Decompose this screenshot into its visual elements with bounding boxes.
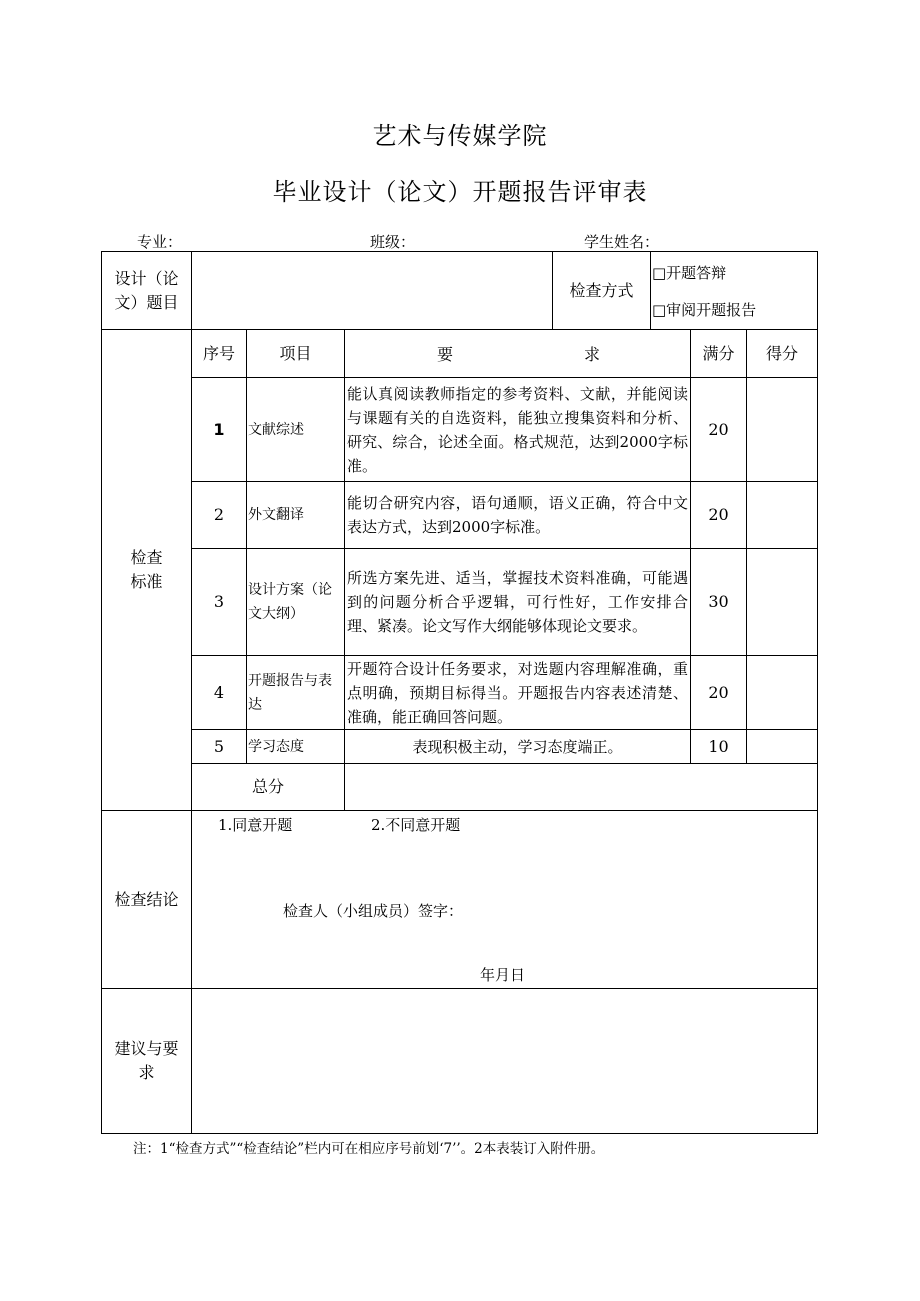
signer-label: 检查人（小组成员）签字： <box>283 902 464 920</box>
row-2-score-input[interactable] <box>747 482 817 548</box>
col-item-header: 项目 <box>279 343 312 363</box>
row-4-item: 开题报告与表达 <box>248 672 332 713</box>
row-5-score-input[interactable] <box>747 730 817 763</box>
col-full-header: 满分 <box>702 343 735 363</box>
topic-input[interactable] <box>192 252 552 329</box>
college-title: 艺术与传媒学院 <box>372 122 548 150</box>
conclusion-label: 检查结论 <box>114 889 179 909</box>
major-label: 专业： <box>137 233 183 251</box>
col-req-header-b: 求 <box>584 345 601 364</box>
row-4-full-score: 20 <box>708 682 729 702</box>
row-3-requirement: 所选方案先进、适当，掌握技术资料准确，可能遇到的问题分析合乎逻辑，可行性好，工作安排合理、紧凑。论文写作大纲能够体现论文要求。 <box>347 569 688 635</box>
form-title: 毕业设计（论文）开题报告评审表 <box>272 178 648 206</box>
row-1-requirement: 能认真阅读教师指定的参考资料、文献，并能阅读与课题有关的自选资料，能独立搜集资料和分析、研究、综合，论述全面。格式规范，达到2000字标准。 <box>347 384 688 475</box>
row-3-no: 3 <box>213 592 225 611</box>
row-1-no: 1 <box>213 419 225 439</box>
total-score-input[interactable] <box>345 764 817 810</box>
row-4-requirement: 开题符合设计任务要求，对选题内容理解准确，重点明确，预期目标得当。开题报告内容表述清楚、准确，能正确回答问题。 <box>347 659 688 726</box>
suggestion-label: 建议与要求 <box>114 1039 179 1082</box>
row-5-requirement: 表现积极主动，学习态度端正。 <box>412 737 623 756</box>
row-2-requirement: 能切合研究内容，语句通顺，语义正确，符合中文表达方式，达到2000字标准。 <box>347 494 688 536</box>
conclusion-disagree-option[interactable]: 2.不同意开题 <box>371 816 461 834</box>
row-5-item: 学习态度 <box>248 738 304 755</box>
col-no-header: 序号 <box>202 343 235 363</box>
footnote: 注：1“检查方式”“检查结论”栏内可在相应序号前划‘7’’。2本表装订入附件册。 <box>133 1141 605 1157</box>
suggestion-input[interactable] <box>192 989 817 1133</box>
row-2-no: 2 <box>213 505 225 524</box>
row-3-item: 设计方案（论文大纲） <box>248 582 332 622</box>
class-label: 班级： <box>370 233 416 251</box>
row-3-score-input[interactable] <box>747 549 817 655</box>
row-5-no: 5 <box>213 736 225 756</box>
topic-label: 设计（论文）题目 <box>114 268 179 312</box>
row-1-item: 文献综述 <box>248 421 304 438</box>
row-1-score-input[interactable] <box>747 378 817 481</box>
conclusion-agree-option[interactable]: 1.同意开题 <box>218 816 293 834</box>
option-defense-checkbox[interactable]: □开题答辩 <box>652 264 727 282</box>
check-method-label: 检查方式 <box>569 280 634 300</box>
criteria-section-label: 检查标准 <box>130 548 163 591</box>
col-req-header-a: 要 <box>437 345 454 364</box>
row-2-full-score: 20 <box>708 505 729 524</box>
row-4-score-input[interactable] <box>747 656 817 729</box>
row-1-full-score: 20 <box>708 419 729 439</box>
date-label: 年月日 <box>480 966 526 984</box>
row-3-full-score: 30 <box>708 592 729 611</box>
col-score-header: 得分 <box>765 343 798 363</box>
row-4-no: 4 <box>213 682 225 702</box>
row-5-full-score: 10 <box>708 736 729 756</box>
student-name-label: 学生姓名： <box>584 233 660 251</box>
total-label: 总分 <box>251 777 284 796</box>
row-2-item: 外文翻译 <box>248 507 304 523</box>
option-review-checkbox[interactable]: □审阅开题报告 <box>652 301 757 319</box>
